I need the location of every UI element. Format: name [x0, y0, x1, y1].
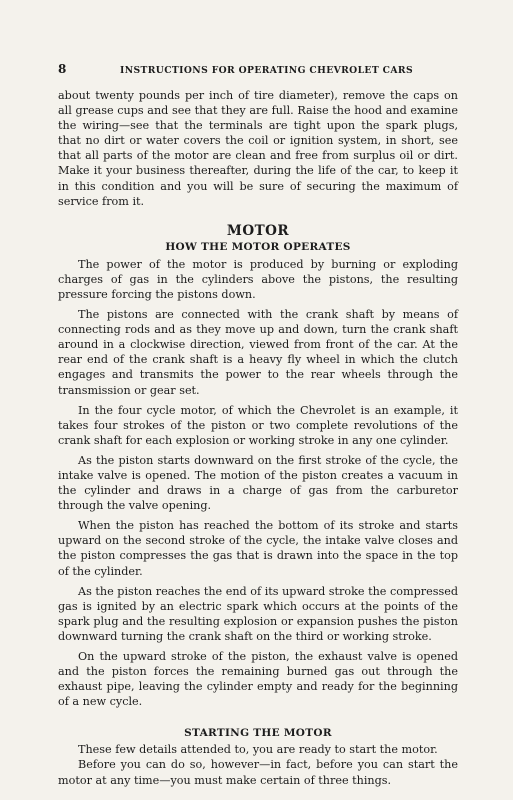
motor-paragraph: The power of the motor is produced by burning or exploding charges of gas in the cylinders above the pistons, the resulting pressure forcing the pistons down. — [58, 257, 458, 301]
subheading-how-motor-operates: HOW THE MOTOR OPERATES — [165, 240, 351, 253]
intro-paragraph: about twenty pounds per inch of tire diameter), remove the caps on all grease cups and see that they are full. Raise the hood and examine the wiring—see that the terminals are tight upon the spark plugs, that no dirt or water covers the coil or ignition system, in short, see that all parts of the motor are clean and free from surplus oil or dirt. Make it your business thereafter, during the life of the car, to keep it in this condition and you will be sure of securing the maximum of service from it. — [58, 89, 458, 208]
starting-paragraph: Before you can do so, however—in fact, before you can start the motor at any time—you must make certain of three things. — [58, 758, 458, 787]
motor-paragraph: The pistons are connected with the crank shaft by means of connecting rods and as they move up and down, turn the crank shaft around in a clockwise direction, viewed from front of the car. At the rear end of the crank shaft is a heavy fly wheel in which the clutch engages and transmits the power to the rear wheels through the transmission or gear set. — [58, 308, 458, 397]
starting-paragraph: These few details attended to, you are ready to start the motor. — [78, 743, 438, 757]
motor-paragraph: On the upward stroke of the piston, the exhaust valve is opened and the piston forces the remaining burned gas out through the exhaust pipe, leaving the cylinder empty and ready for the beginning of a new cycle. — [58, 650, 458, 709]
motor-paragraph: When the piston has reached the bottom of its stroke and starts upward on the second stroke of the cycle, the intake valve closes and the piston compresses the gas that is drawn into the space in the top of the cylinder. — [58, 519, 458, 578]
running-title: INSTRUCTIONS FOR OPERATING CHEVROLET CARS — [120, 65, 413, 76]
motor-paragraph: As the piston starts downward on the first stroke of the cycle, the intake valve is opened. The motion of the piston creates a vacuum in the cylinder and draws in a charge of gas from the carburetor through the valve opening. — [58, 453, 458, 513]
motor-paragraph: In the four cycle motor, of which the Chevrolet is an example, it takes four strokes of the piston or two complete revolutions of the crank shaft for each explosion or working stroke in any one cylinder. — [58, 403, 458, 447]
running-header — [58, 62, 458, 76]
page-number: 8 — [58, 62, 67, 76]
book-page — [58, 62, 458, 788]
section-heading-motor: MOTOR — [226, 222, 290, 239]
motor-paragraph: As the piston reaches the end of its upward stroke the compressed gas is ignited by an electric spark which occurs at the points of the spark plug and the resulting explosion or expansion pushes the piston downward turning the crank shaft on the third or working stroke. — [58, 584, 458, 643]
section-heading-starting-motor: STARTING THE MOTOR — [184, 727, 332, 740]
